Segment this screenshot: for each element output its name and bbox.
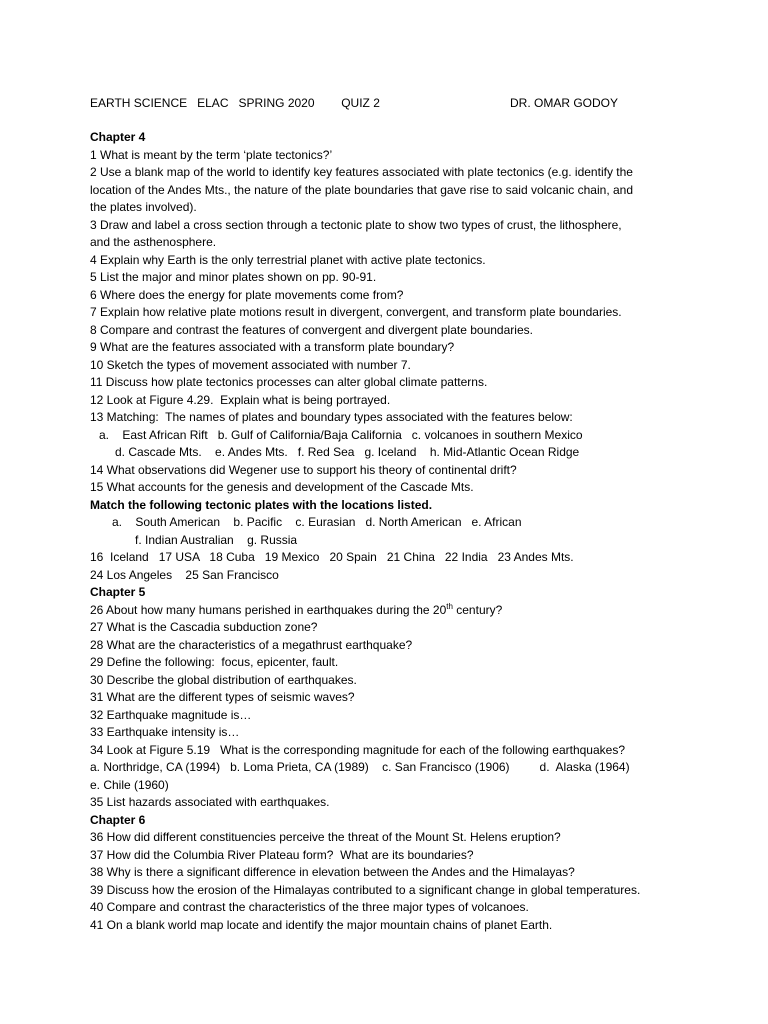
question-12: 12 Look at Figure 4.29. Explain what is being portrayed. bbox=[90, 392, 391, 407]
question-32: 32 Earthquake magnitude is… bbox=[90, 707, 252, 722]
question-6: 6 Where does the energy for plate movements come from? bbox=[90, 287, 404, 302]
chapter-4-heading: Chapter 4 bbox=[90, 130, 146, 144]
question-4: 4 Explain why Earth is the only terrestrial planet with active plate tectonics. bbox=[90, 252, 486, 267]
question-13-options-cont: d. Cascade Mts. e. Andes Mts. f. Red Sea g. Iceland h. Mid-Atlantic Ocean Ridge bbox=[115, 445, 580, 459]
question-28: 28 What are the characteristics of a megathrust earthquake? bbox=[90, 637, 413, 652]
question-13-options: a. East African Rift b. Gulf of California/Baja California c. volcanoes in southern Mexico bbox=[99, 427, 583, 442]
question-26 bbox=[90, 602, 690, 620]
question-34: 34 Look at Figure 5.19 What is the corresponding magnitude for each of the following earthquakes? bbox=[90, 742, 625, 757]
question-26-text: 26 About how many humans perished in earthquakes during the 20 bbox=[90, 602, 447, 617]
question-15: 15 What accounts for the genesis and development of the Cascade Mts. bbox=[90, 480, 474, 494]
question-2-cont: the plates involved). bbox=[90, 200, 197, 214]
question-33: 33 Earthquake intensity is… bbox=[90, 725, 240, 739]
chapter-5-heading: Chapter 5 bbox=[90, 585, 146, 599]
question-5: 5 List the major and minor plates shown on pp. 90-91. bbox=[90, 270, 377, 284]
question-14: 14 What observations did Wegener use to support his theory of continental drift? bbox=[90, 462, 517, 477]
question-35: 35 List hazards associated with earthquakes. bbox=[90, 795, 330, 809]
question-30: 30 Describe the global distribution of earthquakes. bbox=[90, 672, 357, 687]
question-1: 1 What is meant by the term ‘plate tectonics?’ bbox=[90, 147, 333, 162]
question-10: 10 Sketch the types of movement associated with number 7. bbox=[90, 357, 411, 372]
matching-plates: a. South American b. Pacific c. Eurasian d. North American e. African bbox=[112, 515, 522, 529]
matching-instructions: Match the following tectonic plates with the locations listed. bbox=[90, 497, 433, 512]
matching-locations: 16 Iceland 17 USA 18 Cuba 19 Mexico 20 Spain 21 China 22 India 23 Andes Mts. bbox=[90, 550, 574, 564]
question-2-cont: location of the Andes Mts., the nature of the plate boundaries that gave rise to said volcanic chain, and bbox=[90, 182, 634, 197]
question-36: 36 How did different constituencies perceive the threat of the Mount St. Helens eruption? bbox=[90, 830, 561, 844]
question-34-options: a. Northridge, CA (1994) b. Loma Prieta, CA (1989) c. San Francisco (1906) d. Alaska (1964) bbox=[90, 760, 630, 774]
matching-locations-cont: 24 Los Angeles 25 San Francisco bbox=[90, 567, 279, 582]
question-26-text-end: century? bbox=[452, 602, 503, 617]
question-34-options-cont: e. Chile (1960) bbox=[90, 777, 169, 792]
instructor-name: DR. OMAR GODOY bbox=[510, 96, 619, 110]
question-41: 41 On a blank world map locate and identify the major mountain chains of planet Earth. bbox=[90, 917, 553, 932]
question-7: 7 Explain how relative plate motions result in divergent, convergent, and transform plate boundaries. bbox=[90, 305, 622, 319]
question-9: 9 What are the features associated with a transform plate boundary? bbox=[90, 340, 455, 354]
course-title: EARTH SCIENCE ELAC SPRING 2020 QUIZ 2 bbox=[90, 96, 380, 110]
question-26-superscript: th bbox=[446, 601, 453, 611]
question-8: 8 Compare and contrast the features of convergent and divergent plate boundaries. bbox=[90, 322, 533, 337]
question-27: 27 What is the Cascadia subduction zone? bbox=[90, 620, 318, 634]
chapter-6-heading: Chapter 6 bbox=[90, 812, 146, 827]
quiz-body bbox=[90, 129, 690, 934]
question-2: 2 Use a blank map of the world to identify key features associated with plate tectonics (e.g. identify the bbox=[90, 165, 633, 179]
question-11: 11 Discuss how plate tectonics processes can alter global climate patterns. bbox=[90, 375, 488, 389]
question-3: 3 Draw and label a cross section through a tectonic plate to show two types of crust, the lithosphere, bbox=[90, 217, 622, 232]
question-38: 38 Why is there a significant difference in elevation between the Andes and the Himalayas? bbox=[90, 865, 575, 879]
question-3-cont: and the asthenosphere. bbox=[90, 235, 217, 249]
question-31: 31 What are the different types of seismic waves? bbox=[90, 690, 355, 704]
question-37: 37 How did the Columbia River Plateau form? What are its boundaries? bbox=[90, 847, 474, 862]
question-40: 40 Compare and contrast the characteristics of the three major types of volcanoes. bbox=[90, 900, 529, 914]
question-13: 13 Matching: The names of plates and boundary types associated with the features below: bbox=[90, 410, 573, 424]
matching-plates-cont: f. Indian Australian g. Russia bbox=[135, 532, 298, 547]
question-39: 39 Discuss how the erosion of the Himalayas contributed to a significant change in global temperatures. bbox=[90, 882, 641, 897]
question-29: 29 Define the following: focus, epicenter, fault. bbox=[90, 655, 339, 669]
